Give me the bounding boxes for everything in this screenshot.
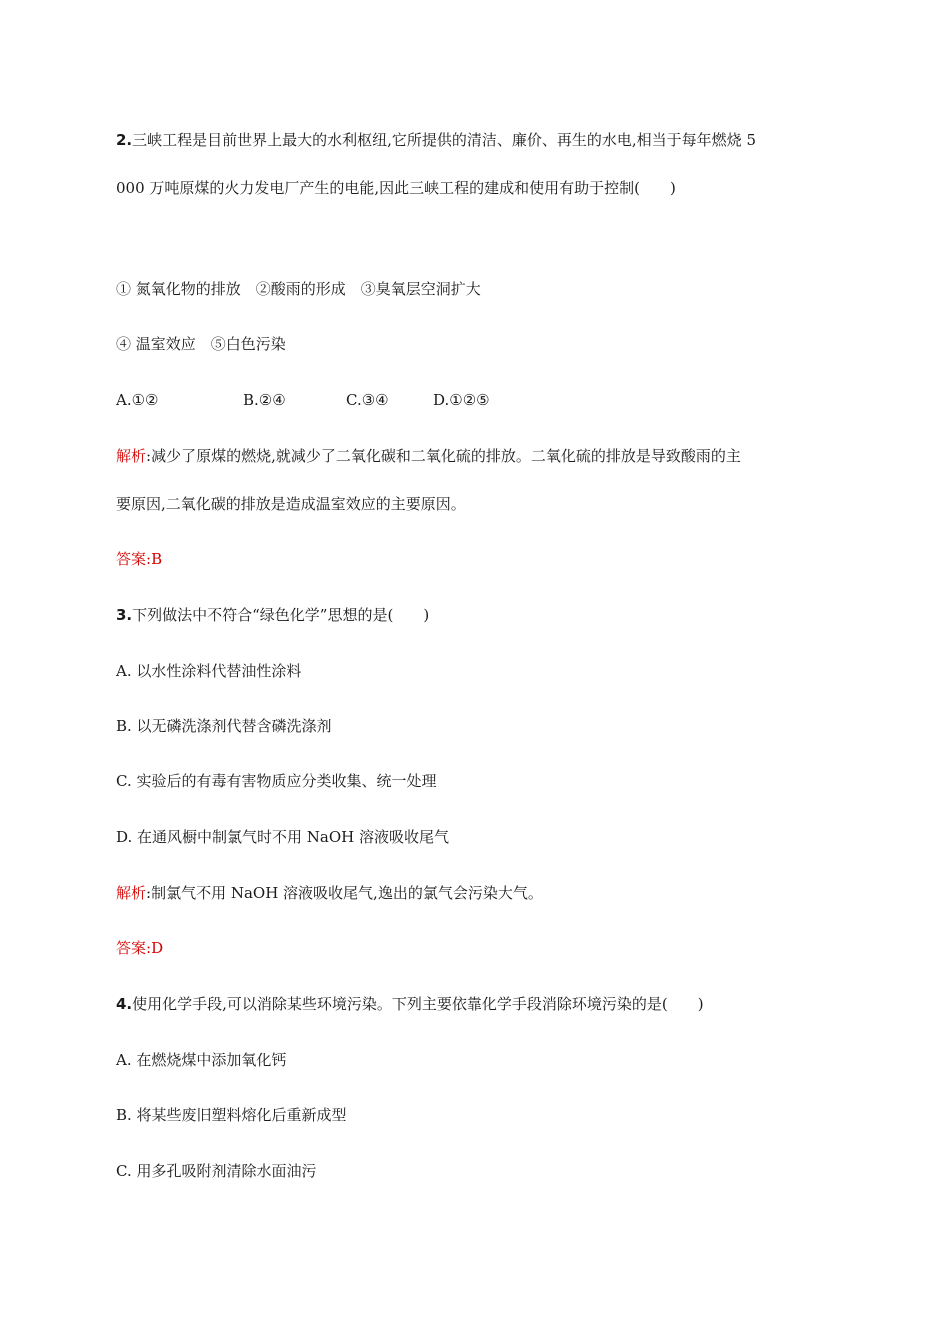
- q2-answer: [116, 549, 162, 569]
- q3-analysis: [116, 883, 543, 903]
- q2-analysis-line-1: [116, 446, 741, 466]
- q4-option-c: C. 用多孔吸附剂清除水面油污: [116, 1162, 317, 1180]
- q2-stem-line-2: 000 万吨原煤的火力发电厂产生的电能,因此三峡工程的建成和使用有助于控制( ): [116, 179, 676, 197]
- q3-option-a: A. 以水性涂料代替油性涂料: [116, 662, 302, 680]
- q3-analysis-text: :制氯气不用 NaOH 溶液吸收尾气,逸出的氯气会污染大气。: [146, 884, 543, 902]
- q3-answer-value: :D: [146, 939, 164, 957]
- q2-analysis-line-2: 要原因,二氧化碳的排放是造成温室效应的主要原因。: [116, 495, 466, 513]
- q2-number: 2.: [116, 131, 133, 149]
- q4-option-a: A. 在燃烧煤中添加氧化钙: [116, 1051, 287, 1069]
- q2-analysis-text-1: :减少了原煤的燃烧,就减少了二氧化碳和二氧化硫的排放。二氧化硫的排放是导致酸雨的主: [146, 447, 741, 465]
- q2-answer-value: :B: [146, 550, 163, 568]
- q2-items-line-1: ① 氮氧化物的排放 ②酸雨的形成 ③臭氧层空洞扩大: [116, 280, 481, 298]
- q3-number: 3.: [116, 606, 133, 624]
- q2-option-c: C.③④: [346, 391, 389, 409]
- q3-stem: [116, 605, 429, 625]
- q2-items-line-2: ④ 温室效应 ⑤白色污染: [116, 335, 286, 353]
- q2-stem-text-1: 三峡工程是目前世界上最大的水利枢纽,它所提供的清洁、廉价、再生的水电,相当于每年燃烧 5: [132, 131, 756, 149]
- q2-option-a: A.①②: [116, 391, 159, 409]
- q4-stem: [116, 994, 704, 1014]
- q2-stem-line-1: [116, 130, 756, 150]
- q4-option-b: B. 将某些废旧塑料熔化后重新成型: [116, 1106, 347, 1124]
- q3-option-b: B. 以无磷洗涤剂代替含磷洗涤剂: [116, 717, 332, 735]
- q3-answer-label: 答案: [116, 939, 147, 957]
- q3-option-c: C. 实验后的有毒有害物质应分类收集、统一处理: [116, 772, 437, 790]
- q3-stem-text: 下列做法中不符合“绿色化学”思想的是( ): [132, 606, 430, 624]
- q2-option-b: B.②④: [243, 391, 286, 409]
- q3-answer: [116, 938, 163, 958]
- q4-stem-text: 使用化学手段,可以消除某些环境污染。下列主要依靠化学手段消除环境污染的是( ): [132, 995, 704, 1013]
- q4-number: 4.: [116, 995, 133, 1013]
- q3-option-d: D. 在通风橱中制氯气时不用 NaOH 溶液吸收尾气: [116, 828, 450, 846]
- q2-option-d: D.①②⑤: [433, 391, 490, 409]
- q2-analysis-label: 解析: [116, 447, 147, 465]
- q3-analysis-label: 解析: [116, 884, 147, 902]
- q2-answer-label: 答案: [116, 550, 147, 568]
